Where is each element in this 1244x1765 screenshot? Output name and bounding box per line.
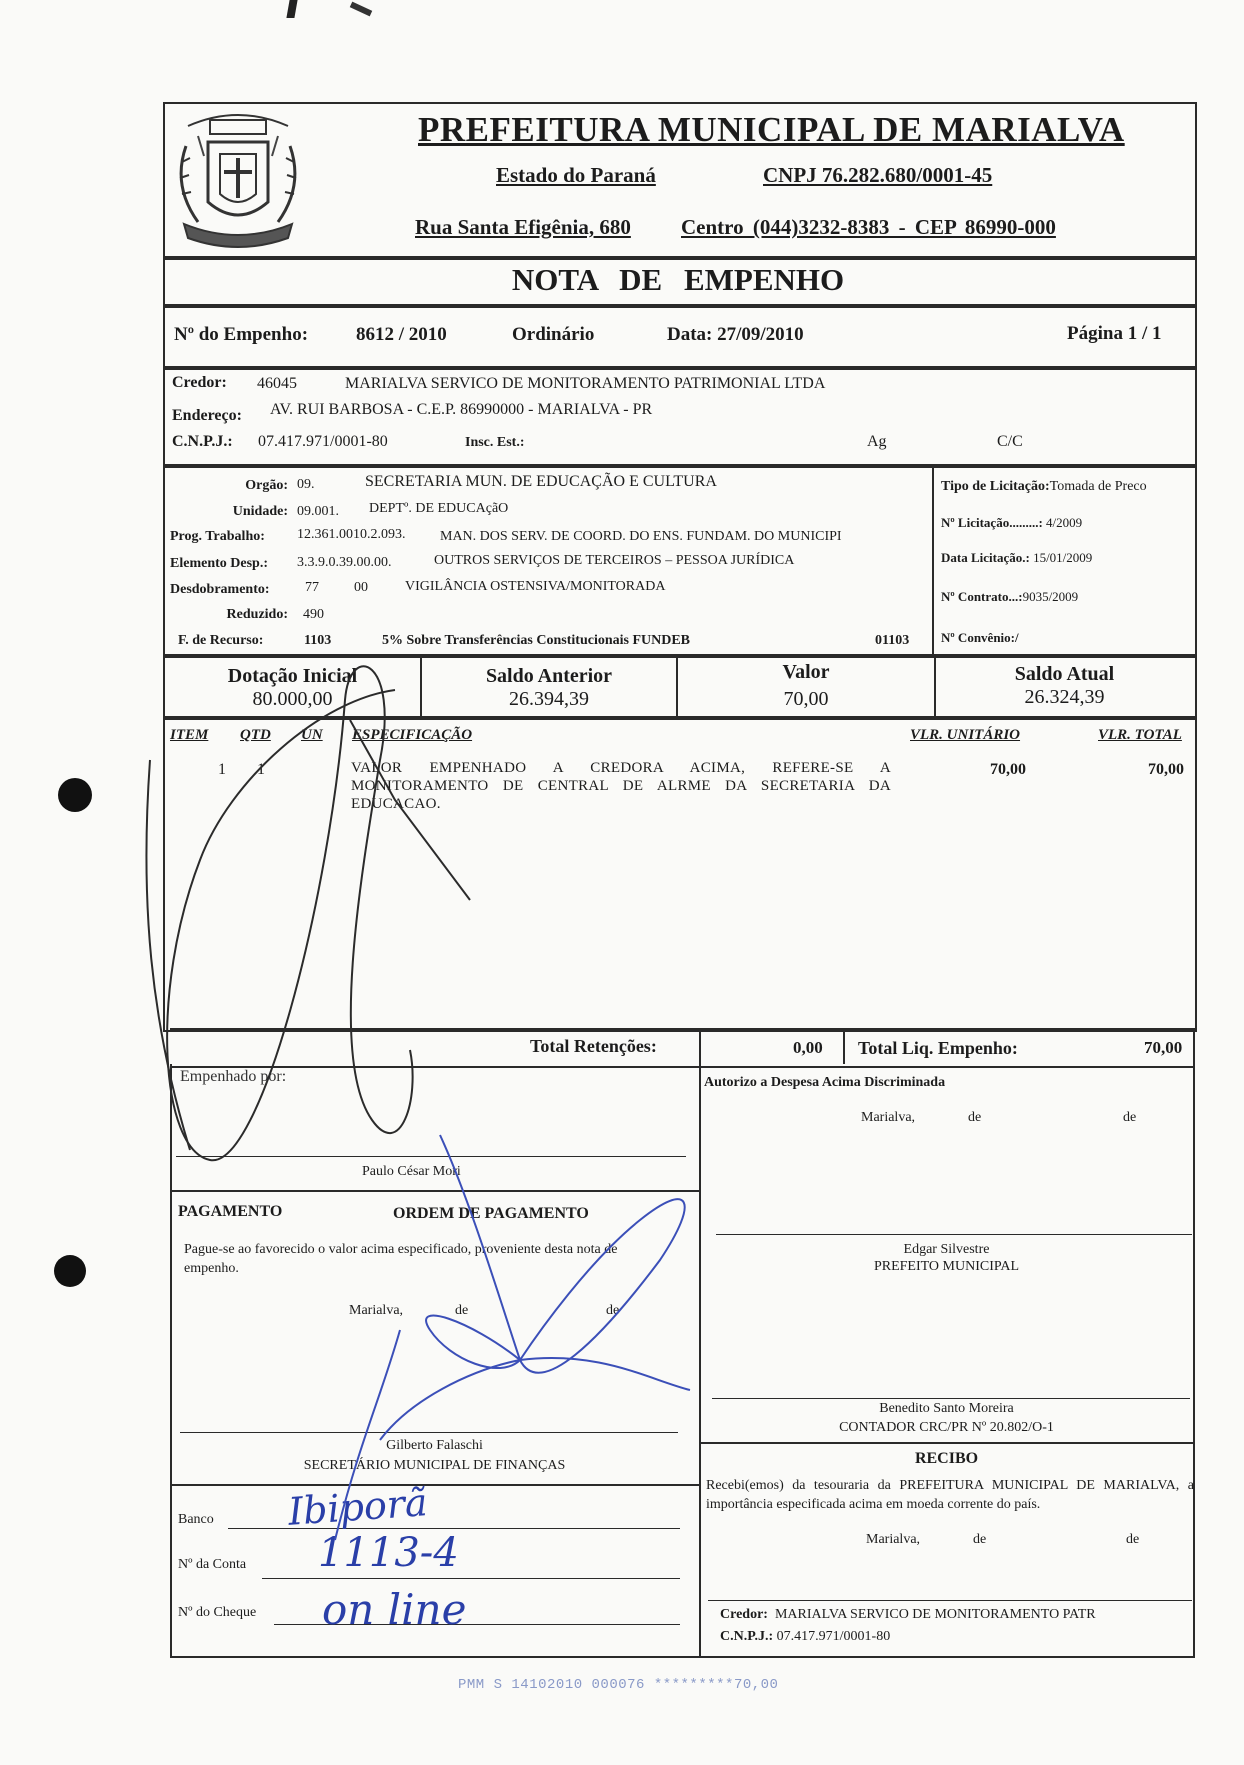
secretary-signature-line <box>180 1432 678 1433</box>
empenhado-name: Paulo César Mori <box>362 1164 461 1179</box>
credor-label: Credor: <box>172 374 227 391</box>
header-state: Estado do Paraná <box>496 163 656 187</box>
licitacao-data-value: 15/01/2009 <box>1033 550 1093 565</box>
valor-value: 70,00 <box>783 688 829 710</box>
secretary-title: SECRETÁRIO MUNICIPAL DE FINANÇAS <box>303 1458 566 1473</box>
unidade-name: DEPTº. DE EDUCAçãO <box>369 501 509 516</box>
orgao-code: 09. <box>297 477 315 492</box>
licitacao-num-key: Nº Licitação.........: <box>941 515 1043 530</box>
recibo-credor-line <box>720 1607 1096 1623</box>
empenho-date: Data: 27/09/2010 <box>667 324 804 345</box>
orgao-name: SECRETARIA MUN. DE EDUCAÇÃO E CULTURA <box>365 473 717 490</box>
coat-of-arms-logo <box>168 106 308 254</box>
pagamento-place: Marialva, <box>349 1303 404 1318</box>
reduzido-label: Reduzido: <box>226 607 288 622</box>
bank-section-top <box>170 1484 699 1486</box>
unidade-label: Unidade: <box>232 504 288 519</box>
retencoes-label: Total Retenções: <box>530 1036 657 1056</box>
autorizo-de-2: de <box>1123 1110 1137 1125</box>
licitacao-num-label <box>941 515 1082 531</box>
dotacao-label: Dotação Inicial <box>227 665 358 687</box>
col-header-espec: ESPECIFICAÇÃO <box>352 727 473 743</box>
credor-address: AV. RUI BARBOSA - C.E.P. 86990000 - MARIALVA - PR <box>270 401 653 418</box>
cheque-handwritten: on line <box>322 1585 467 1634</box>
col-header-vlr-unit: VLR. UNITÁRIO <box>910 727 1021 743</box>
desdobramento-code: 77 <box>305 580 319 595</box>
retencoes-divider-2 <box>843 1028 845 1064</box>
recibo-text: Recebi(emos) da tesouraria da PREFEITURA MUNICIPAL DE MARIALVA, a importância especificada acima em moeda corrente do país. <box>706 1478 1194 1512</box>
punch-hole-top <box>58 778 92 812</box>
accountant-signature-line <box>712 1398 1190 1399</box>
budget-divider <box>932 464 934 654</box>
pagamento-de-2: de <box>606 1303 620 1318</box>
elemento-code: 3.3.9.0.39.00.00. <box>297 555 392 570</box>
mayor-signature-line <box>716 1234 1192 1235</box>
ag-label: Ag <box>867 433 887 450</box>
header-address-rest: Centro (044)3232-8383 - CEP 86990-000 <box>681 215 1056 239</box>
licitacao-num-value: 4/2009 <box>1046 515 1083 530</box>
dotacao-value: 80.000,00 <box>252 688 333 710</box>
accountant-name: Benedito Santo Moreira <box>879 1401 1014 1416</box>
col-header-item: ITEM <box>170 727 209 743</box>
licitacao-tipo-label <box>941 479 1147 495</box>
recibo-cnpj-value: 07.417.971/0001-80 <box>776 1629 891 1644</box>
credor-code: 46045 <box>257 375 297 392</box>
saldo-atual-value: 26.324,39 <box>1024 686 1105 708</box>
bottom-border <box>170 1656 1195 1658</box>
lower-center-divider <box>699 1064 701 1656</box>
licitacao-data-label <box>941 550 1092 566</box>
empenho-number-label: Nº do Empenho: <box>174 324 309 345</box>
licitacao-tipo-value: Tomada de Preco <box>1049 479 1147 494</box>
col-header-qtd: QTD <box>240 727 271 743</box>
fonte-label: F. de Recurso: <box>178 633 264 648</box>
credor-cnpj-label: C.N.P.J.: <box>172 433 233 450</box>
credor-cnpj: 07.417.971/0001-80 <box>258 433 388 450</box>
autorizo-de-1: de <box>968 1110 982 1125</box>
fonte-code: 1103 <box>304 633 332 648</box>
col-header-un: UN <box>301 727 323 743</box>
credor-address-label: Endereço: <box>172 407 242 424</box>
conta-label: Nº da Conta <box>178 1557 247 1572</box>
banco-label: Banco <box>178 1512 214 1527</box>
retencoes-divider-1 <box>699 1028 701 1064</box>
accountant-title: CONTADOR CRC/PR Nº 20.802/O-1 <box>839 1420 1054 1435</box>
contrato-label <box>941 589 1078 605</box>
desdobramento-name: VIGILÂNCIA OSTENSIVA/MONITORADA <box>405 579 666 594</box>
prog-label: Prog. Trabalho: <box>170 529 265 544</box>
recibo-cnpj-line <box>720 1629 890 1645</box>
licitacao-tipo-key: Tipo de Licitação: <box>941 479 1050 494</box>
recibo-title: RECIBO <box>914 1450 979 1467</box>
recibo-de-2: de <box>1126 1532 1140 1547</box>
mayor-name: Edgar Silvestre <box>903 1242 990 1257</box>
empenho-number: 8612 / 2010 <box>356 324 447 345</box>
prog-code: 12.361.0010.2.093. <box>297 527 406 542</box>
lower-right-border <box>1193 1064 1195 1656</box>
liquido-label: Total Liq. Empenho: <box>858 1038 1018 1058</box>
recibo-signature-line <box>708 1600 1192 1601</box>
item-vlr-total: 70,00 <box>1148 761 1184 778</box>
valor-label: Valor <box>782 661 830 683</box>
desdobramento-label: Desdobramento: <box>170 582 270 597</box>
pagamento-de-1: de <box>455 1303 469 1318</box>
credor-name: MARIALVA SERVICO DE MONITORAMENTO PATRIMONIAL LTDA <box>345 375 826 392</box>
contrato-key: Nº Contrato...: <box>941 589 1023 604</box>
col-header-vlr-total: VLR. TOTAL <box>1098 727 1182 743</box>
recibo-top-line <box>699 1442 1195 1444</box>
item-vlr-unit: 70,00 <box>990 761 1026 778</box>
elemento-label: Elemento Desp.: <box>170 556 268 571</box>
cc-label: C/C <box>997 433 1023 450</box>
liquido-value: 70,00 <box>1144 1038 1183 1057</box>
autorizo-place: Marialva, <box>861 1110 916 1125</box>
conta-line <box>262 1578 680 1579</box>
recibo-place: Marialva, <box>866 1532 921 1547</box>
reduzido-code: 490 <box>303 607 324 622</box>
scan-mark <box>286 0 297 18</box>
convenio-label: Nº Convênio:/ <box>941 630 1019 645</box>
autorizo-label: Autorizo a Despesa Acima Discriminada <box>704 1075 946 1090</box>
contrato-value: 9035/2009 <box>1022 589 1079 604</box>
empenhado-signature-line <box>176 1156 686 1157</box>
ordem-pagamento-label: ORDEM DE PAGAMENTO <box>393 1205 589 1222</box>
recibo-de-1: de <box>973 1532 987 1547</box>
saldo-anterior-label: Saldo Anterior <box>485 665 613 687</box>
item-number: 1 <box>218 761 226 778</box>
fonte-name: 5% Sobre Transferências Constitucionais FUNDEB <box>382 633 691 648</box>
item-qtd: 1 <box>257 761 265 778</box>
pagamento-text: Pague-se ao favorecido o valor acima especificado, proveniente desta nota de empenho. <box>184 1242 618 1276</box>
banco-handwritten: Ibiporã <box>286 1480 429 1534</box>
retencoes-row <box>170 1028 1195 1068</box>
page-title: PREFEITURA MUNICIPAL DE MARIALVA <box>418 110 1125 149</box>
secretary-name: Gilberto Falaschi <box>386 1438 483 1453</box>
doc-title: NOTA DE EMPENHO <box>511 262 845 297</box>
empenho-type: Ordinário <box>512 324 595 345</box>
header-cnpj: CNPJ 76.282.680/0001-45 <box>763 163 993 187</box>
saldo-atual-label: Saldo Atual <box>1014 663 1115 685</box>
fonte-number: 01103 <box>875 633 910 648</box>
empenhado-label: Empenhado por: <box>180 1068 287 1085</box>
mayor-title: PREFEITO MUNICIPAL <box>873 1259 1020 1274</box>
item-espec: VALOR EMPENHADO A CREDORA ACIMA, REFERE-SE A MONITORAMENTO DE CENTRAL DE ALRME DA SECRETARIA DA EDUCACAO. <box>351 760 891 812</box>
recibo-credor-name: MARIALVA SERVICO DE MONITORAMENTO PATR <box>774 1607 1096 1622</box>
scan-mark <box>350 2 372 17</box>
retencoes-value: 0,00 <box>793 1038 823 1057</box>
insc-est-label: Insc. Est.: <box>465 435 525 450</box>
orgao-label: Orgão: <box>245 478 288 493</box>
conta-handwritten: 1113-4 <box>318 1530 459 1576</box>
recibo-cnpj-label: C.N.P.J.: <box>720 1629 774 1644</box>
lower-left-border <box>170 1064 172 1656</box>
licitacao-data-key: Data Licitação.: <box>941 550 1030 565</box>
pagamento-top-line <box>170 1190 699 1192</box>
payment-stamp: PMM S 14102010 000076 *********70,00 <box>458 1677 779 1693</box>
page-number: Página 1 / 1 <box>1067 323 1162 344</box>
unidade-code: 09.001. <box>297 504 339 519</box>
punch-hole-bottom <box>54 1255 86 1287</box>
desdobramento-code-2: 00 <box>354 580 368 595</box>
header-address: Rua Santa Efigênia, 680 <box>415 215 631 239</box>
elemento-name: OUTROS SERVIÇOS DE TERCEIROS – PESSOA JURÍDICA <box>434 553 795 568</box>
prog-name: MAN. DOS SERV. DE COORD. DO ENS. FUNDAM. DO MUNICIPI <box>440 529 842 544</box>
saldo-anterior-value: 26.394,39 <box>509 688 589 710</box>
cheque-label: Nº do Cheque <box>178 1605 257 1620</box>
recibo-credor-label: Credor: <box>720 1607 768 1622</box>
pagamento-label: PAGAMENTO <box>178 1203 283 1220</box>
